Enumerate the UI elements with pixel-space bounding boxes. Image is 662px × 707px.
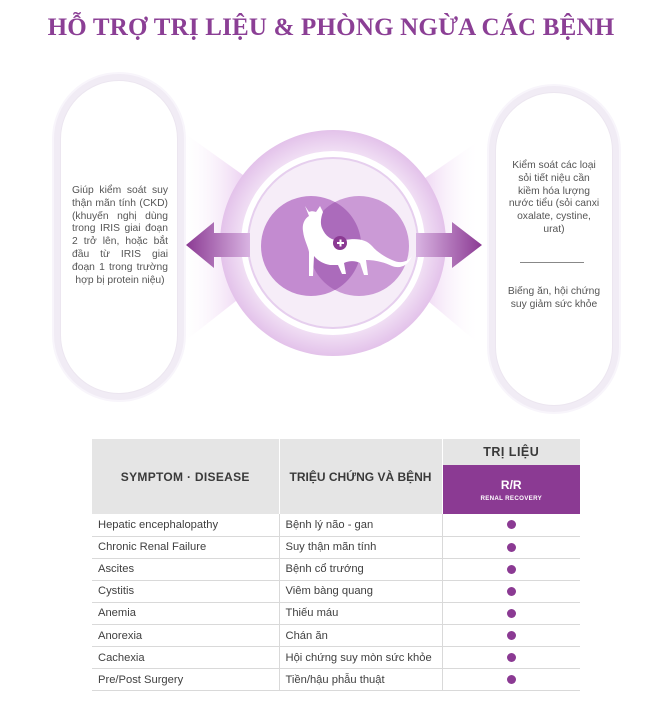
treatment-cell — [442, 536, 580, 558]
table-row — [92, 602, 580, 624]
symptom-table-grid — [92, 439, 580, 691]
treatment-dot — [507, 543, 516, 552]
treatment-cell — [442, 514, 580, 536]
table-row — [92, 558, 580, 580]
header-vietnamese: TRIỆU CHỨNG VÀ BỆNH — [279, 439, 442, 514]
symptom-en: Cachexia — [92, 647, 279, 669]
treatment-dot — [507, 675, 516, 684]
symptom-vn: Thiếu máu — [279, 602, 442, 624]
symptom-vn: Bệnh lý não - gan — [279, 514, 442, 536]
treatment-dot — [507, 587, 516, 596]
treatment-cell — [442, 580, 580, 602]
symptom-en: Hepatic encephalopathy — [92, 514, 279, 536]
pill-divider — [520, 262, 584, 263]
page-title: HỖ TRỢ TRỊ LIỆU & PHÒNG NGỪA CÁC BỆNH — [47, 14, 615, 41]
symptom-vn: Bệnh cổ trướng — [279, 558, 442, 580]
left-pill-text: Giúp kiểm soát suy thận mãn tính (CKD) (khuyến nghị dùng trong IRIS giai đoạn 2 trở lên, hoặc bắt đầu từ IRIS giai đoạn 1 trong trường hợp bị protein niệu) — [72, 185, 168, 286]
table-row — [92, 580, 580, 602]
symptom-vn: Chán ăn — [279, 624, 442, 646]
treatment-cell — [442, 647, 580, 669]
treatment-cell — [442, 558, 580, 580]
treatment-dot — [507, 520, 516, 529]
symptom-en: Cystitis — [92, 580, 279, 602]
symptom-vn: Hội chứng suy mòn sức khỏe — [279, 647, 442, 669]
symptom-en: Anorexia — [92, 624, 279, 646]
treatment-cell — [442, 624, 580, 646]
treatment-cell — [442, 602, 580, 624]
symptom-vn: Tiền/hậu phẫu thuật — [279, 669, 442, 691]
table-row — [92, 624, 580, 646]
right-info-pill — [495, 92, 613, 406]
treatment-cell — [442, 669, 580, 691]
right-pill-text-top: Kiểm soát các loại sỏi tiết niệu cần kiềm hóa lượng nước tiểu (sỏi canxi oxalate, cystine, urat) — [508, 160, 600, 235]
table-row — [92, 647, 580, 669]
symptom-en: Anemia — [92, 602, 279, 624]
symptom-vn: Suy thận mãn tính — [279, 536, 442, 558]
table-row — [92, 536, 580, 558]
header-product — [442, 465, 580, 514]
symptom-en: Chronic Renal Failure — [92, 536, 279, 558]
header-symptom: SYMPTOM · DISEASE — [92, 439, 279, 514]
symptom-vn: Viêm bàng quang — [279, 580, 442, 602]
treatment-dot — [507, 653, 516, 662]
treatment-dot — [507, 565, 516, 574]
table-row — [92, 669, 580, 691]
symptom-en: Ascites — [92, 558, 279, 580]
treatment-dot — [507, 609, 516, 618]
symptom-en: Pre/Post Surgery — [92, 669, 279, 691]
product-name: R/R — [500, 477, 522, 492]
symptom-table — [92, 439, 582, 691]
treatment-dot — [507, 631, 516, 640]
right-pill-text-bottom: Biếng ăn, hội chứng suy giảm sức khỏe — [507, 286, 601, 310]
header-treatment: TRỊ LIỆU — [442, 439, 580, 465]
table-row — [92, 514, 580, 536]
plus-icon — [333, 236, 347, 250]
product-subtitle: RENAL RECOVERY — [480, 494, 543, 502]
